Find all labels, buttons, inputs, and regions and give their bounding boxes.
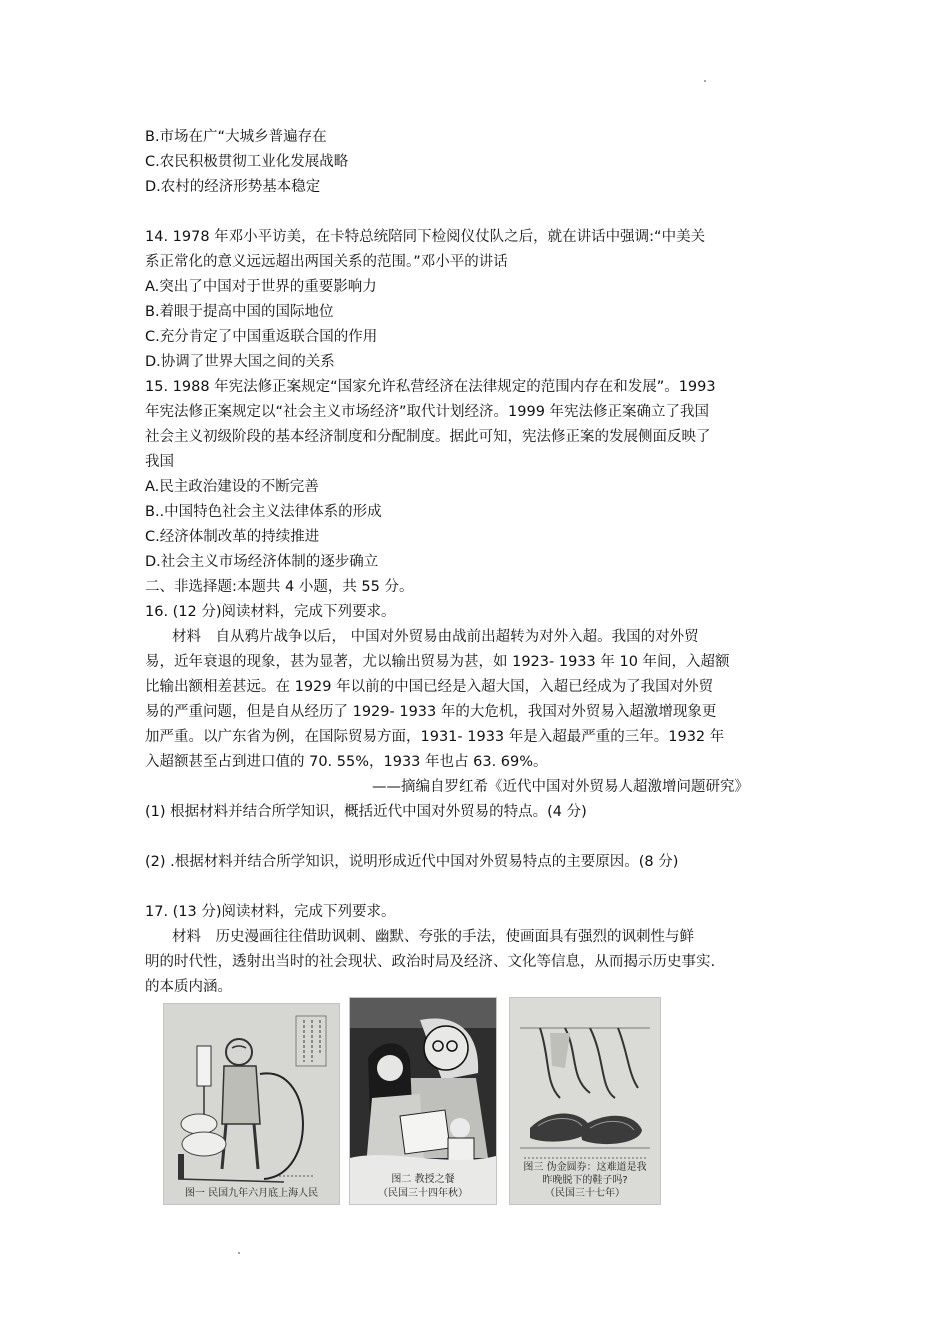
figure-3-caption-question: 昨晚脱下的鞋子吗? bbox=[542, 1175, 628, 1186]
q17-heading: 17. (13 分)阅读材料，完成下列要求。 bbox=[145, 904, 396, 920]
figure-3-caption-title: 图三 伪金圆券：这难道是我 bbox=[523, 1162, 647, 1173]
q15-option-d: D.社会主义市场经济体制的逐步确立 bbox=[145, 554, 379, 570]
q16-material-line-6: 入超额甚至占到进口值的 70. 55%，1933 年也占 63. 69%。 bbox=[145, 754, 548, 770]
q17-material-line-2: 明的时代性，透射出当时的社会现状、政治时局及经济、文化等信息，从而揭示历史事实. bbox=[145, 954, 716, 970]
q16-subquestion-2: (2) .根据材料并结合所学知识，说明形成近代中国对外贸易特点的主要原因。(8 分) bbox=[145, 854, 679, 870]
cartoon-figure-1 bbox=[163, 1003, 340, 1205]
cartoon-figure-2 bbox=[349, 997, 497, 1205]
q14-option-d: D.协调了世界大国之间的关系 bbox=[145, 354, 335, 370]
q13-option-d: D.农村的经济形势基本稳定 bbox=[145, 179, 321, 195]
figure-2-caption-title: 图二 教授之餐 bbox=[391, 1174, 455, 1185]
q16-heading: 16. (12 分)阅读材料，完成下列要求。 bbox=[145, 604, 396, 620]
q14-option-b: B.着眼于提高中国的国际地位 bbox=[145, 304, 334, 320]
q15-stem-line-3: 社会主义初级阶段的基本经济制度和分配制度。据此可知，宪法修正案的发展侧面反映了 bbox=[145, 429, 711, 445]
q16-material-line-2: 易，近年衰退的现象，甚为显著，尤以输出贸易为甚，如 1923- 1933 年 10 年间，入超额 bbox=[145, 654, 730, 670]
figure-3-caption-date: （民国三十七年） bbox=[545, 1188, 625, 1199]
scan-speck bbox=[704, 80, 706, 82]
q15-stem-line-1: 15. 1988 年宪法修正案规定“国家允许私营经济在法律规定的范围内存在和发展”。1993 bbox=[145, 379, 716, 395]
scan-speck bbox=[238, 1252, 240, 1254]
figure-1-caption: 图一 民国九年六月底上海人民 bbox=[184, 1188, 319, 1199]
q15-option-a: A.民主政治建设的不断完善 bbox=[145, 479, 319, 495]
q17-material-line-1: 材料 历史漫画往往借助讽刺、幽默、夸张的手法，使画面具有强烈的讽刺性与鲜 bbox=[172, 929, 694, 945]
q15-stem-line-2: 年宪法修正案规定以“社会主义市场经济”取代计划经济。1999 年宪法修正案确立了我国 bbox=[145, 404, 710, 420]
q16-material-line-3: 比输出额相差甚远。在 1929 年以前的中国已经是入超大国，入超已经成为了我国对外贸 bbox=[145, 679, 714, 695]
q13-option-c: C.农民积极贯彻工业化发展战略 bbox=[145, 154, 349, 170]
q15-option-c: C.经济体制改革的持续推进 bbox=[145, 529, 320, 545]
q14-option-a: A.突出了中国对于世界的重要影响力 bbox=[145, 279, 377, 295]
q16-material-line-4: 易的严重问题，但是自从经历了 1929- 1933 年的大危机，我国对外贸易入超激增现象更 bbox=[145, 704, 717, 720]
cartoon-1-illustration bbox=[164, 1004, 339, 1204]
q16-material-line-1: 材料 自从鸦片战争以后， 中国对外贸易由战前出超转为对外入超。我国的对外贸 bbox=[172, 629, 699, 645]
figure-2-caption-date: （民国三十四年秋） bbox=[378, 1188, 468, 1199]
q17-material-line-3: 的本质内涵。 bbox=[145, 979, 232, 995]
q16-source: ——摘编自罗红希《近代中国对外贸易人超激增问题研究》 bbox=[372, 779, 749, 795]
q16-subquestion-1: (1) 根据材料并结合所学知识，概括近代中国对外贸易的特点。(4 分) bbox=[145, 804, 587, 820]
q15-stem-line-4: 我国 bbox=[145, 454, 174, 470]
q15-option-b: B..中国特色社会主义法律体系的形成 bbox=[145, 504, 382, 520]
q16-material-line-5: 加严重。以广东省为例，在国际贸易方面，1931- 1933 年是入超最严重的三年。1932 年 bbox=[145, 729, 725, 745]
q13-option-b: B.市场在广“大城乡普遍存在 bbox=[145, 129, 327, 145]
q14-stem-line-2: 系正常化的意义远远超出两国关系的范围。”邓小平的讲话 bbox=[145, 254, 508, 270]
section-2-heading: 二、非选择题:本题共 4 小题，共 55 分。 bbox=[145, 579, 414, 595]
cartoon-figure-3 bbox=[509, 997, 661, 1205]
q14-option-c: C.充分肯定了中国重返联合国的作用 bbox=[145, 329, 378, 345]
q14-stem-line-1: 14. 1978 年邓小平访美，在卡特总统陪同下检阅仪仗队之后，就在讲话中强调:“中美关 bbox=[145, 229, 706, 245]
